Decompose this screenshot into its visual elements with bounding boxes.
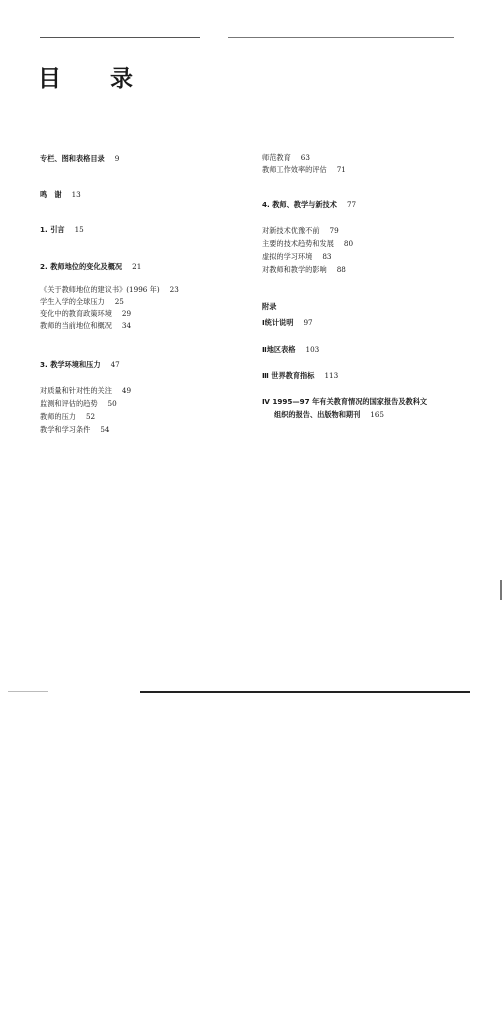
toc-entry: [262, 371, 338, 381]
toc-page: 80: [343, 239, 354, 248]
toc-entry: [262, 200, 356, 210]
toc-label: 教师工作效率的评估: [262, 165, 327, 174]
toc-entry: [40, 309, 131, 319]
toc-entry: [40, 285, 179, 295]
toc-page: 21: [132, 262, 142, 271]
toc-label: Ⅲ 世界教育指标: [262, 371, 315, 380]
toc-page: 88: [336, 265, 346, 274]
toc-page: 113: [324, 371, 339, 380]
toc-page: 47: [110, 360, 120, 369]
toc-label: 《关于教师地位的建议书》(1996 年): [40, 285, 160, 294]
toc-entry: [40, 399, 117, 409]
toc-entry: [40, 297, 124, 307]
page-title: [38, 60, 133, 93]
toc-page: 71: [336, 165, 346, 174]
toc-entry: [262, 165, 346, 175]
toc-entry: [40, 412, 95, 422]
toc-entry: [40, 190, 81, 200]
toc-page: 9: [114, 154, 120, 163]
toc-label: 师范教育: [262, 153, 291, 162]
toc-page: 15: [74, 225, 84, 234]
toc-label: 鸣 谢: [40, 190, 62, 199]
toc-page: 23: [169, 285, 179, 294]
toc-entry: [40, 425, 109, 435]
toc-entry: [40, 262, 141, 272]
toc-label: 教师的压力: [40, 412, 76, 421]
toc-page: 54: [100, 425, 110, 434]
toc-entry: [40, 386, 131, 396]
toc-page: 79: [329, 226, 339, 235]
toc-entry: [262, 226, 339, 236]
toc-entry: [262, 153, 310, 163]
toc-label: Ⅰ统计说明: [262, 318, 294, 327]
toc-label: 教学和学习条件: [40, 425, 91, 434]
toc-page: 165: [370, 410, 384, 419]
toc-entry: [40, 321, 131, 331]
top-rule-right: [228, 37, 454, 38]
toc-page: 49: [121, 386, 132, 395]
toc-label: 4. 教师、教学与新技术: [262, 200, 337, 209]
toc-entry: [40, 225, 84, 235]
toc-label: Ⅳ 1995—97 年有关教育情况的国家报告及教科文: [262, 397, 428, 406]
toc-label: 3. 教学环境和压力: [40, 360, 101, 369]
toc-label: 监测和评估的趋势: [40, 399, 98, 408]
toc-page: 29: [121, 309, 132, 318]
toc-entry: [262, 397, 427, 407]
toc-page: 83: [322, 252, 332, 261]
toc-label: 主要的技术趋势和发展: [262, 239, 334, 248]
toc-label: 虚拟的学习环境: [262, 252, 313, 261]
title-char-1: 目: [38, 66, 61, 92]
toc-entry: [262, 318, 313, 328]
toc-entry: [40, 360, 120, 370]
toc-page: 25: [114, 297, 124, 306]
toc-label: 组织的报告、出版物和期刊: [274, 410, 361, 419]
toc-page: 52: [85, 412, 96, 421]
toc-label: 教师的当前地位和概况: [40, 321, 112, 330]
toc-label: 专栏、图和表格目录: [40, 154, 105, 163]
toc-label: 2. 教师地位的变化及概况: [40, 262, 123, 271]
toc-page: 63: [300, 153, 310, 162]
toc-entry: [262, 302, 276, 312]
toc-entry: [262, 265, 346, 275]
toc-label: 对教师和教学的影响: [262, 265, 327, 274]
toc-entry: [262, 252, 331, 262]
toc-page: 97: [303, 318, 313, 327]
toc-entry: [40, 154, 119, 164]
toc-label: 学生入学的全球压力: [40, 297, 105, 306]
toc-label: 对新技术优豫不前: [262, 226, 320, 235]
toc-entry: [262, 345, 319, 355]
toc-label: 变化中的教育政策环境: [40, 309, 112, 318]
toc-label: 附录: [262, 302, 277, 311]
toc-page: 77: [346, 200, 357, 209]
bottom-rule-left: [8, 691, 48, 692]
title-char-2: 录: [110, 66, 133, 92]
toc-label: 对质量和针对性的关注: [40, 386, 112, 395]
toc-entry: [274, 410, 384, 420]
toc-page: 13: [71, 190, 81, 199]
toc-page: 34: [121, 321, 132, 330]
toc-page: 103: [305, 345, 320, 354]
top-rule: [40, 37, 200, 38]
toc-entry: [262, 239, 353, 249]
side-mark: [500, 580, 502, 600]
bottom-rule: [140, 691, 470, 693]
toc-label: 1. 引言: [40, 225, 65, 234]
toc-page: 50: [107, 399, 117, 408]
toc-label: Ⅱ地区表格: [262, 345, 296, 354]
